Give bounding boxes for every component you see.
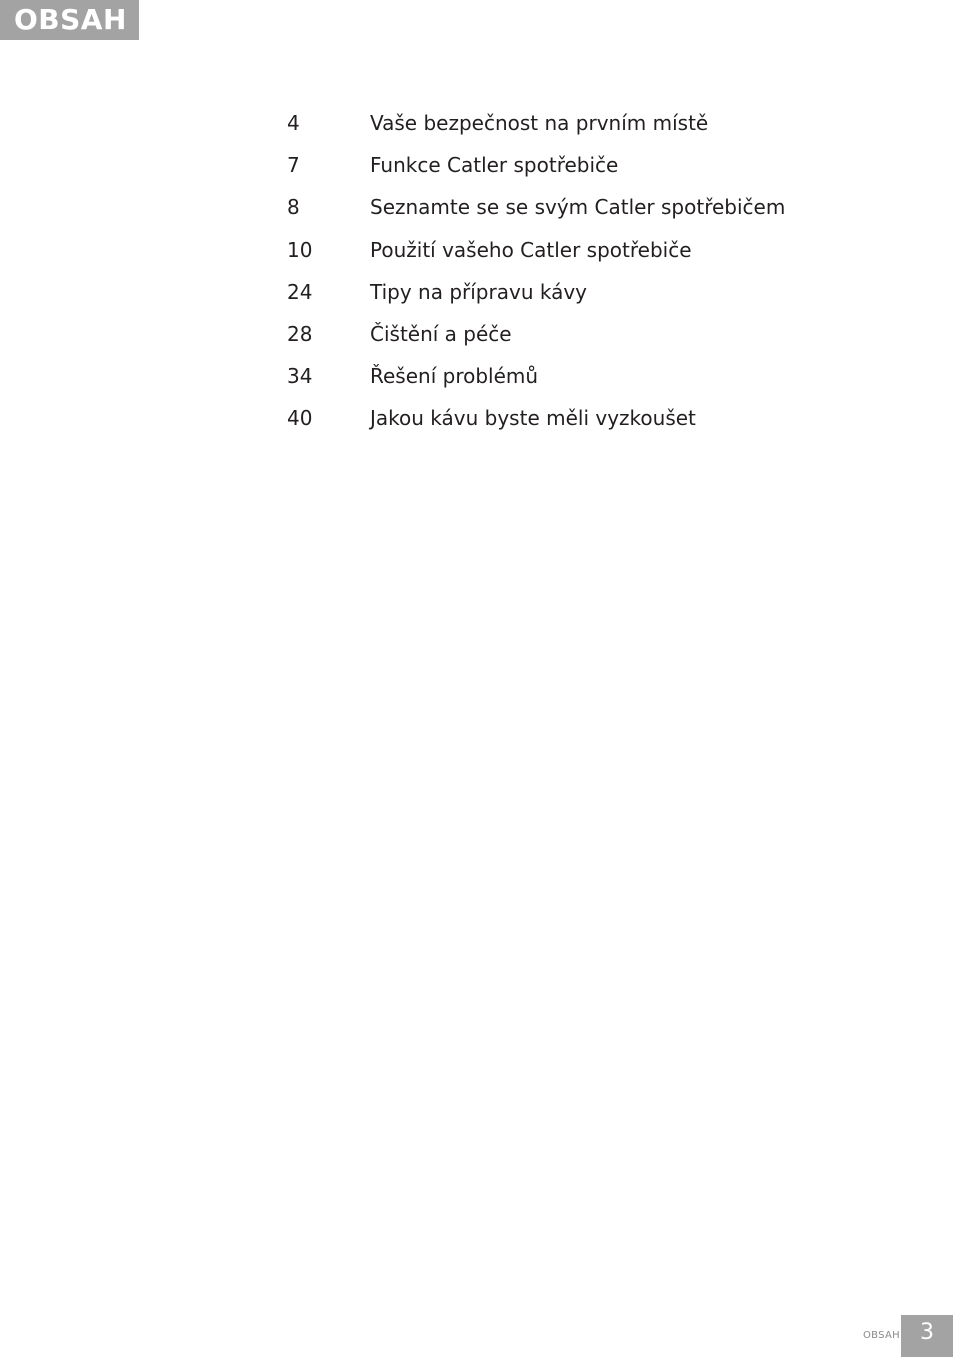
toc-title: Tipy na přípravu kávy xyxy=(370,279,588,304)
toc-page-number: 8 xyxy=(287,195,300,220)
section-header-tab: OBSAH xyxy=(0,0,139,40)
toc-page-number: 40 xyxy=(287,406,313,431)
toc-entry[interactable] xyxy=(287,320,785,362)
toc-title: Jakou kávu byste měli vyzkoušet xyxy=(370,406,696,431)
table-of-contents xyxy=(287,109,785,447)
toc-entry[interactable] xyxy=(287,278,785,320)
toc-page-number: 4 xyxy=(287,111,300,135)
toc-title: Seznamte se se svým Catler spotřebičem xyxy=(370,195,786,220)
toc-title: Čištění a péče xyxy=(370,321,512,346)
toc-page-number: 34 xyxy=(287,364,313,389)
toc-page-number: 7 xyxy=(287,153,300,178)
toc-entry[interactable] xyxy=(287,236,785,278)
toc-entry[interactable] xyxy=(287,362,785,404)
toc-entry[interactable] xyxy=(287,404,785,446)
toc-page-number: 28 xyxy=(287,321,313,346)
toc-page-number: 24 xyxy=(287,279,313,304)
toc-entry[interactable] xyxy=(287,109,785,151)
footer-section-label: OBSAH xyxy=(863,1330,900,1341)
toc-entry[interactable] xyxy=(287,193,785,235)
footer-page-number: 3 xyxy=(901,1315,953,1357)
toc-title: Funkce Catler spotřebiče xyxy=(370,153,619,178)
toc-page-number: 10 xyxy=(287,237,313,262)
toc-title: Použití vašeho Catler spotřebiče xyxy=(370,237,692,262)
toc-entry[interactable] xyxy=(287,151,785,193)
toc-title: Řešení problémů xyxy=(370,364,539,389)
toc-title: Vaše bezpečnost na prvním místě xyxy=(370,111,709,135)
